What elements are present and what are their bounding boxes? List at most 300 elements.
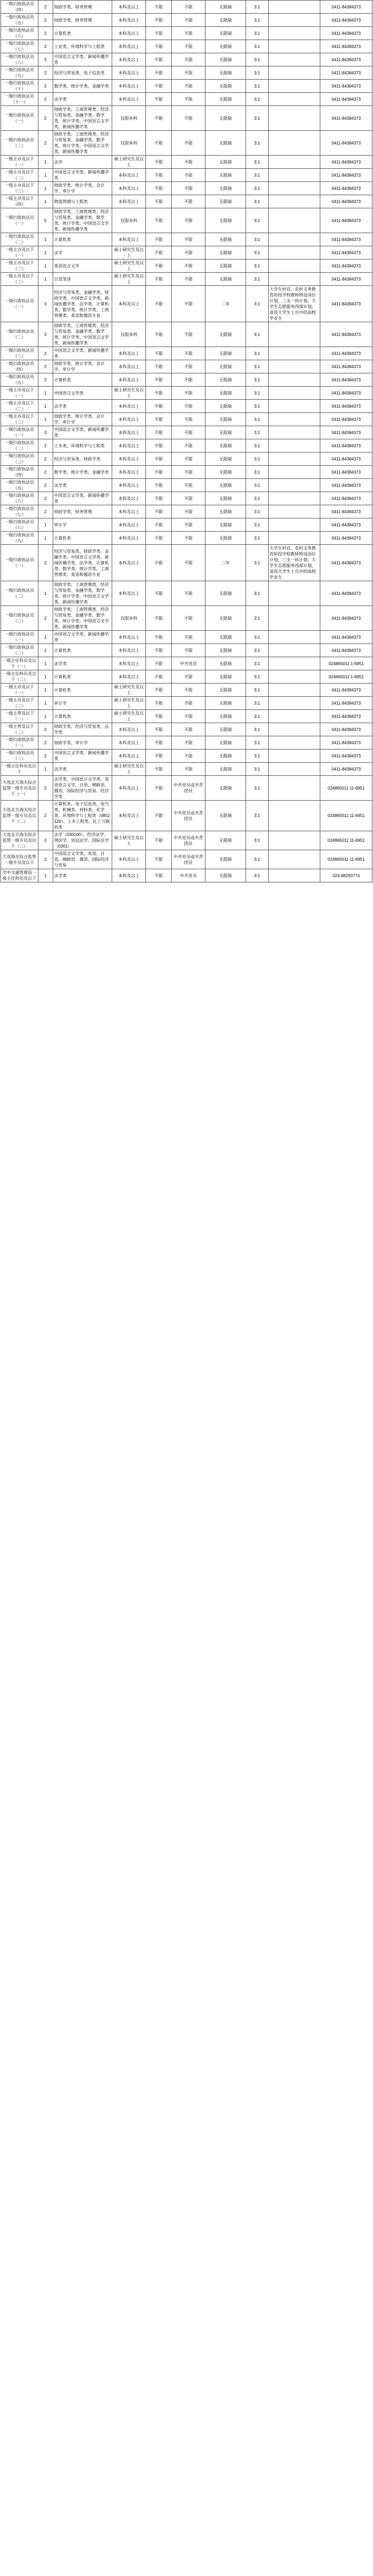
experience-cell: 无限制 [205,723,246,736]
degree-cell: 不限 [145,439,171,453]
phone-cell: 0411-84384373 [320,736,372,749]
degree-cell: 不限 [145,233,171,246]
politics-cell: 不限 [172,1,205,14]
major-cell: 财政学类、财务管理 [53,14,112,27]
position-cell: 一级行政执法员（一） [1,426,38,439]
degree-cell: 不限 [145,246,171,259]
experience-cell: 无限制 [205,505,246,518]
phone-cell: 0411-84384373 [320,322,372,347]
education-cell: 硕士研究生及以上 [112,387,145,400]
position-cell: 一级主管及以下（二） [1,723,38,736]
ratio-cell: 3:1 [246,53,268,66]
politics-cell: 不限 [172,545,205,581]
ratio-cell: 3:1 [246,801,268,831]
remark-cell [268,246,320,259]
table-row [1,66,372,80]
remark-cell [268,801,320,831]
ratio-cell: 3:1 [246,169,268,182]
table-row [1,749,372,763]
ratio-cell: 3:1 [246,657,268,670]
position-cell: 一级行政执法员（四） [1,466,38,479]
count-cell: 2 [38,373,53,387]
major-cell: 法学类 [53,93,112,106]
experience-cell: 无限制 [205,169,246,182]
major-cell: 法学类 [53,479,112,492]
politics-cell: 中共党员 [172,869,205,882]
phone-cell: 0411-84384373 [320,233,372,246]
ratio-cell: 3:1 [246,545,268,581]
education-cell: 本科及以上 [112,581,145,606]
education-cell: 本科及以上 [112,400,145,413]
phone-cell: 0411-84384373 [320,156,372,169]
position-cell: 一级主办及以下（四） [1,195,38,208]
degree-cell: 不限 [145,14,171,27]
ratio-cell: 3:1 [246,426,268,439]
remark-cell [268,373,320,387]
politics-cell: 不限 [172,347,205,360]
ratio-cell: 3:1 [246,413,268,426]
politics-cell: 不限 [172,413,205,426]
experience-cell: 无限制 [205,749,246,763]
remark-cell [268,776,320,801]
position-cell: 一级行政执法员（三） [1,453,38,466]
politics-cell: 不限 [172,387,205,400]
major-cell: 审计学 [53,697,112,710]
politics-cell: 中共党员或共青团员 [172,831,205,850]
phone-cell: 0411-84384373 [320,347,372,360]
position-cell: 一级行政执法员（三） [1,347,38,360]
table-row [1,670,372,684]
count-cell: 1 [38,697,53,710]
count-cell: 1 [38,182,53,195]
table-row [1,581,372,606]
phone-cell: 0411-84384373 [320,40,372,53]
experience-cell: 无限制 [205,581,246,606]
politics-cell: 中共党员 [172,657,205,670]
major-cell: 中国语言文学类、新闻传播学类 [53,169,112,182]
politics-cell: 不限 [172,80,205,93]
politics-cell: 不限 [172,631,205,644]
phone-cell: 0411-84384373 [320,545,372,581]
table-row [1,169,372,182]
remark-cell [268,413,320,426]
position-cell: 一级主办及以下（一） [1,684,38,697]
politics-cell: 不限 [172,286,205,322]
phone-cell: 0411-84384373 [320,492,372,505]
table-row [1,347,372,360]
degree-cell: 不限 [145,182,171,195]
table-row [1,545,372,581]
phone-cell: 0411-84384373 [320,697,372,710]
remark-cell [268,426,320,439]
politics-cell: 不限 [172,426,205,439]
experience-cell: 无限制 [205,273,246,286]
degree-cell: 不限 [145,505,171,518]
education-cell: 本科及以上 [112,532,145,545]
major-cell: 财政学类、工商管理类、经济与贸易类、金融学类、数学类、统计学类、中国语言文学类、新闻传播学类 [53,322,112,347]
degree-cell: 不限 [145,581,171,606]
education-cell: 本科及以上 [112,426,145,439]
count-cell: 3 [38,286,53,322]
remark-cell [268,657,320,670]
experience-cell: 无限制 [205,631,246,644]
remark-cell: 大学生村官、农村义务教育阶段学校教师特设岗位计划、三支一扶计划、大学生志愿服务西部计划、退役大学生士兵中的高校毕业生 [268,286,320,322]
major-cell: 土木类、环境科学与工程类 [53,439,112,453]
education-cell: 硕士研究生及以上 [112,763,145,776]
remark-cell [268,182,320,195]
degree-cell: 不限 [145,763,171,776]
ratio-cell: 3:1 [246,373,268,387]
position-cell: 大连北方海关综合监管一级专员及以下（一） [1,776,38,801]
remark-cell [268,479,320,492]
count-cell: 2 [38,776,53,801]
major-cell: 中国语言文学类、新闻传播学类 [53,492,112,505]
ratio-cell: 3:1 [246,156,268,169]
table-row [1,286,372,322]
remark-cell [268,697,320,710]
politics-cell: 不限 [172,670,205,684]
major-cell: 财政学类、工商管理类、经济与贸易类、金融学类、数学类、统计学类、中国语言文学类、新闻传播学类 [53,606,112,631]
table-row [1,273,372,286]
remark-cell [268,710,320,723]
count-cell: 2 [38,479,53,492]
major-cell: 计算机类、电子信息类、电气类、机械类、材料类、化学类、环境科学与工程类（0852120）、土木工程类、化工与制药类 [53,801,112,831]
ratio-cell: 3:1 [246,644,268,657]
major-cell: 计算机类 [53,532,112,545]
education-cell: 本科及以上 [112,749,145,763]
major-cell: 数学类、统计学类、金融学类 [53,466,112,479]
table-row [1,869,372,882]
ratio-cell: 3:1 [246,697,268,710]
education-cell: 硕士研究生及以上 [112,697,145,710]
experience-cell: 无限制 [205,532,246,545]
experience-cell: 无限制 [205,233,246,246]
position-cell: 一级主任科员及以下 [1,763,38,776]
politics-cell: 不限 [172,710,205,723]
count-cell: 1 [38,413,53,426]
experience-cell: 无限制 [205,869,246,882]
major-cell: 日语笔译 [53,273,112,286]
count-cell: 1 [38,532,53,545]
ratio-cell: 3:1 [246,66,268,80]
experience-cell: 无限制 [205,684,246,697]
table-row [1,387,372,400]
politics-cell: 不限 [172,736,205,749]
remark-cell [268,273,320,286]
remark-cell [268,466,320,479]
phone-cell: 0411-84384373 [320,723,372,736]
remark-cell [268,581,320,606]
position-cell: 一级行政执法员（一） [1,631,38,644]
degree-cell: 不限 [145,426,171,439]
count-cell: 1 [38,233,53,246]
count-cell: 2 [38,93,53,106]
degree-cell: 不限 [145,286,171,322]
remark-cell [268,106,320,131]
education-cell: 本科及以上 [112,66,145,80]
degree-cell: 不限 [145,195,171,208]
degree-cell: 不限 [145,466,171,479]
table-row [1,413,372,426]
remark-cell [268,233,320,246]
education-cell: 本科及以上 [112,286,145,322]
degree-cell: 不限 [145,479,171,492]
ratio-cell: 3:1 [246,259,268,273]
remark-cell [268,505,320,518]
phone-cell: 024865011 11-6951 [320,801,372,831]
experience-cell: 无限制 [205,606,246,631]
politics-cell: 不限 [172,532,205,545]
ratio-cell: 3:1 [246,439,268,453]
experience-cell: 无限制 [205,156,246,169]
phone-cell: 0411-84384373 [320,684,372,697]
table-row [1,40,372,53]
ratio-cell: 3:1 [246,723,268,736]
phone-cell: 024-88293774 [320,869,372,882]
education-cell: 本科及以上 [112,518,145,532]
count-cell: 1 [38,763,53,776]
position-cell: 一级行政执法员（二） [1,131,38,156]
position-cell: 一级行政执法员（七） [1,40,38,53]
education-cell: 本科及以上 [112,360,145,373]
table-row [1,106,372,131]
table-row [1,182,372,195]
degree-cell: 不限 [145,259,171,273]
remark-cell [268,40,320,53]
major-cell: 财政学类、工商管理类、经济与贸易类、金融学类、数学类、统计学类、中国语言文学类、新闻传播学类 [53,106,112,131]
education-cell: 本科及以上 [112,182,145,195]
count-cell: 2 [38,1,53,14]
remark-cell [268,1,320,14]
table-row [1,850,372,869]
ratio-cell: 3:1 [246,831,268,850]
major-cell: 经济与贸易类、财政学类 [53,453,112,466]
ratio-cell: 3:1 [246,710,268,723]
ratio-cell: 3:1 [246,400,268,413]
count-cell: 1 [38,259,53,273]
degree-cell: 不限 [145,710,171,723]
phone-cell: 0411-84384373 [320,426,372,439]
education-cell: 本科及以上 [112,723,145,736]
ratio-cell: 3:1 [246,763,268,776]
education-cell: 本科及以上 [112,670,145,684]
ratio-cell: 3:1 [246,347,268,360]
experience-cell: 无限制 [205,14,246,27]
position-cell: 一级主办及以下（三） [1,273,38,286]
politics-cell: 不限 [172,373,205,387]
table-row [1,233,372,246]
phone-cell: 0411-84384373 [320,14,372,27]
major-cell: 中国语言文学类、新闻传播学类 [53,347,112,360]
ratio-cell: 3:1 [246,322,268,347]
major-cell: 计算机类 [53,670,112,684]
position-cell: 空中交通管理局一级主任科员及以下 [1,869,38,882]
education-cell: 本科及以上 [112,373,145,387]
position-cell: 一级主办及以下（一） [1,387,38,400]
degree-cell: 不限 [145,66,171,80]
education-cell: 本科及以上 [112,413,145,426]
experience-cell: 无限制 [205,831,246,850]
major-cell: 中国语言文学类、新闻传播学类 [53,631,112,644]
experience-cell: 无限制 [205,710,246,723]
experience-cell: 无限制 [205,479,246,492]
count-cell: 2 [38,505,53,518]
politics-cell: 不限 [172,53,205,66]
position-cell: 一级主办及以下（二） [1,259,38,273]
major-cell: 计算机类 [53,233,112,246]
major-cell: 计算机类 [53,684,112,697]
table-row [1,644,372,657]
count-cell: 3 [38,723,53,736]
experience-cell: 无限制 [205,439,246,453]
politics-cell: 不限 [172,466,205,479]
count-cell: 2 [38,360,53,373]
ratio-cell: 3:1 [246,479,268,492]
table-row [1,763,372,776]
degree-cell: 不限 [145,869,171,882]
phone-cell: 0411-84384373 [320,93,372,106]
count-cell: 2 [38,545,53,581]
education-cell: 仅限本科 [112,106,145,131]
phone-cell: 0411-84384373 [320,106,372,131]
education-cell: 仅限本科 [112,322,145,347]
remark-cell [268,684,320,697]
phone-cell: 0411-84384373 [320,360,372,373]
count-cell: 2 [38,106,53,131]
remark-cell [268,736,320,749]
degree-cell: 不限 [145,749,171,763]
remark-cell [268,156,320,169]
major-cell: 审计学 [53,518,112,532]
experience-cell: 无限制 [205,27,246,40]
phone-cell: 0411-84384373 [320,1,372,14]
education-cell: 本科及以上 [112,233,145,246]
politics-cell: 不限 [172,606,205,631]
ratio-cell: 3:1 [246,869,268,882]
degree-cell: 不限 [145,697,171,710]
count-cell: 1 [38,169,53,182]
degree-cell: 不限 [145,606,171,631]
remark-cell [268,831,320,850]
position-cell: 一级主管及以下（一） [1,710,38,723]
ratio-cell: 3:1 [246,466,268,479]
education-cell: 仅限本科 [112,208,145,233]
position-cell: 一级主办及以下（三） [1,413,38,426]
ratio-cell: 3:1 [246,387,268,400]
politics-cell: 不限 [172,518,205,532]
position-cell: 一级行政执法员（七） [1,505,38,518]
politics-cell: 不限 [172,273,205,286]
degree-cell: 不限 [145,80,171,93]
education-cell: 本科及以上 [112,40,145,53]
experience-cell: 无限制 [205,259,246,273]
count-cell: 1 [38,644,53,657]
ratio-cell: 3:1 [246,40,268,53]
phone-cell: 0411-84384373 [320,259,372,273]
experience-cell: 无限制 [205,131,246,156]
count-cell: 1 [38,273,53,286]
ratio-cell: 3:1 [246,736,268,749]
table-row [1,801,372,831]
phone-cell: 0411-84384373 [320,479,372,492]
remark-cell [268,850,320,869]
table-row [1,53,372,66]
table-row [1,360,372,373]
position-cell: 一级行政执法员（八） [1,53,38,66]
degree-cell: 不限 [145,106,171,131]
experience-cell: 无限制 [205,670,246,684]
remark-cell [268,869,320,882]
degree-cell: 不限 [145,492,171,505]
education-cell: 本科及以上 [112,644,145,657]
position-cell: 一级行政执法员（二） [1,644,38,657]
count-cell: 1 [38,670,53,684]
remark-cell [268,518,320,532]
count-cell: 1 [38,246,53,259]
phone-cell: 0411-84384373 [320,518,372,532]
count-cell: 2 [38,492,53,505]
degree-cell: 不限 [145,131,171,156]
position-cell: 一级主办及以下（二） [1,697,38,710]
major-cell: 法学类 [53,763,112,776]
major-cell: 经济与贸易类、电子信息类 [53,66,112,80]
major-cell: 经济与贸易类、财政学类、金融学类、中国语言文学类、新闻传播学类、法学类、计算机类、数学类、统计学类、工商管理类、英语和俄语专业 [53,545,112,581]
position-cell: 一级行政执法员（一） [1,208,38,233]
politics-cell: 不限 [172,439,205,453]
table-row [1,27,372,40]
position-cell: 一级主办及以下（二） [1,400,38,413]
position-cell: 一级行政执法员（一） [1,286,38,322]
major-cell: 财政学类、工商管理类、经济与贸易类、金融学类、数学类、统计学类、中国语言文学类、新闻传播学类 [53,131,112,156]
count-cell: 2 [38,453,53,466]
politics-cell: 不限 [172,697,205,710]
degree-cell: 不限 [145,322,171,347]
major-cell: 财政学类、工商管理类、经济与贸易类、金融学类、数学类、统计学类、中国语言文学类、新闻传播学类 [53,581,112,606]
ratio-cell: 3:1 [246,182,268,195]
experience-cell: 无限制 [205,763,246,776]
experience-cell: 无限制 [205,360,246,373]
major-cell: 中国语言文学类、英语、日语、朝鲜语、俄语、国际经济与贸易 [53,850,112,869]
education-cell: 仅限本科 [112,606,145,631]
phone-cell: 0411-84384373 [320,53,372,66]
phone-cell: 0411-84384373 [320,80,372,93]
degree-cell: 不限 [145,27,171,40]
experience-cell: 无限制 [205,182,246,195]
phone-cell: 0411-84384373 [320,710,372,723]
table-row [1,518,372,532]
politics-cell: 不限 [172,131,205,156]
position-cell: 一级行政执法员（九） [1,532,38,545]
count-cell: 2 [38,466,53,479]
experience-cell: 无限制 [205,466,246,479]
remark-cell [268,27,320,40]
major-cell: 财政学类、财务管理 [53,505,112,518]
position-cell: 大连海关综合监管一级专员及以下 [1,850,38,869]
position-cell: 一级行政执法员（八） [1,518,38,532]
phone-cell: 0411-84384373 [320,195,372,208]
degree-cell: 不限 [145,657,171,670]
politics-cell: 不限 [172,684,205,697]
experience-cell: 无限制 [205,208,246,233]
degree-cell: 不限 [145,684,171,697]
major-cell: 财政学类、统计学类、会计学、审计学 [53,360,112,373]
position-cell: 一级行政执法员（五） [1,373,38,387]
politics-cell: 不限 [172,723,205,736]
degree-cell: 不限 [145,776,171,801]
experience-cell: 无限制 [205,66,246,80]
table-row [1,373,372,387]
table-row [1,259,372,273]
